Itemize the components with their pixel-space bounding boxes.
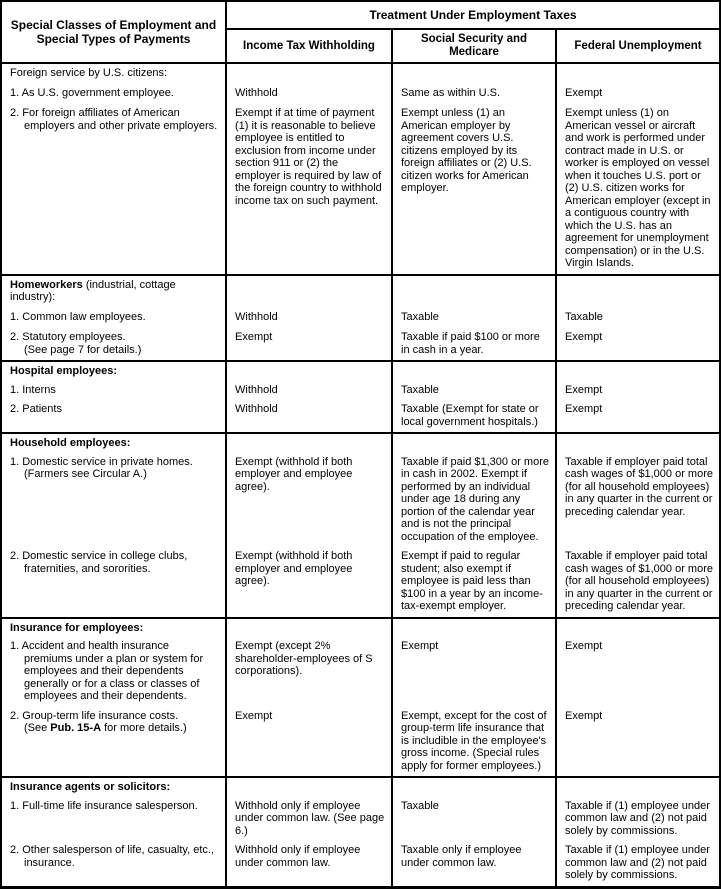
cell-income-tax-withholding: Withhold	[225, 399, 391, 432]
cell-income-tax-withholding: Exempt (withhold if both employer and employee agree).	[225, 453, 391, 547]
cell-category: 1. Accident and health insurance premiums under a plan or system for employees and their dependents generally or for a class or classes of employees and their dependents.	[10, 640, 204, 702]
spacer-cell	[391, 64, 555, 83]
cell-category: 2. For foreign affiliates of American employers and other private employers.	[10, 107, 218, 132]
cell-federal-unemployment: Exempt	[555, 706, 719, 777]
cell-category: 2. Group-term life insurance costs. (See Pub. 15-A for more details.)	[10, 709, 187, 734]
section-hospital-employees	[2, 360, 719, 432]
cell-social-security-medicare: Taxable only if employee under common law.	[391, 840, 555, 886]
cell-income-tax-withholding: Withhold	[225, 307, 391, 328]
section-heading: Household employees:	[10, 437, 131, 449]
header-special-classes: Special Classes of Employment and Special Types of Payments	[10, 18, 217, 46]
spacer-cell	[391, 434, 555, 453]
header-income-tax-withholding: Income Tax Withholding	[225, 30, 391, 62]
cell-income-tax-withholding: Exempt (withhold if both employer and employee agree).	[225, 546, 391, 617]
cell-social-security-medicare: Taxable if paid $100 or more in cash in a year.	[391, 327, 555, 360]
cell-social-security-medicare: Exempt	[391, 637, 555, 706]
cell-income-tax-withholding: Exempt	[225, 706, 391, 777]
section-insurance-for-employees	[2, 617, 719, 777]
table-header	[2, 2, 719, 62]
spacer-cell	[391, 362, 555, 381]
cell-category: 2. Patients	[10, 403, 62, 415]
cell-social-security-medicare: Taxable	[391, 307, 555, 328]
cell-federal-unemployment: Exempt	[555, 83, 719, 104]
section-heading: Hospital employees:	[10, 365, 117, 377]
cell-social-security-medicare: Taxable if paid $1,300 or more in cash in 2002. Exempt if performed by an individual under age 18 during any portion of the calendar year and is not the principal occupation of the employee.	[391, 453, 555, 547]
cell-federal-unemployment: Exempt	[555, 381, 719, 400]
cell-federal-unemployment: Exempt	[555, 637, 719, 706]
cell-social-security-medicare: Exempt if paid to regular student; also exempt if employee is paid less than $100 in a year by an income-tax-exempt employer.	[391, 546, 555, 617]
spacer-cell	[555, 778, 719, 797]
spacer-cell	[225, 619, 391, 638]
spacer-cell	[391, 778, 555, 797]
cell-social-security-medicare: Taxable (Exempt for state or local government hospitals.)	[391, 399, 555, 432]
cell-social-security-medicare: Taxable	[391, 381, 555, 400]
section-heading: Insurance agents or solicitors:	[10, 781, 171, 793]
cell-federal-unemployment: Exempt unless (1) on American vessel or aircraft and work is performed under contract made in U.S. or worker is employed on vessel when it touches U.S. port or (2) U.S. citizen works for American employer (except in a contiguous country with which the U.S. has an agreement for unemployment compensation) or in the U.S. Virgin Islands.	[555, 103, 719, 274]
header-social-security-medicare: Social Security and Medicare	[391, 30, 555, 62]
spacer-cell	[225, 276, 391, 307]
cell-federal-unemployment: Taxable if (1) employee under common law and (2) not paid solely by commissions.	[555, 797, 719, 841]
cell-social-security-medicare: Exempt unless (1) an American employer by agreement covers U.S. citizens employed by its foreign affiliates or (2) U.S. citizen works for American employer.	[391, 103, 555, 274]
cell-category: 1. Full-time life insurance salesperson.	[10, 799, 198, 812]
cell-category: 1. Interns	[10, 383, 56, 396]
cell-category: 1. As U.S. government employee.	[10, 86, 174, 99]
cell-federal-unemployment: Taxable if employer paid total cash wages of $1,000 or more (for all household employees) in any quarter in the current or preceding calendar year.	[555, 546, 719, 617]
cell-social-security-medicare: Exempt, except for the cost of group-term life insurance that is includible in the employee's gross income. (Special rules apply for former employees.)	[391, 706, 555, 777]
cell-income-tax-withholding: Exempt	[225, 327, 391, 360]
cell-income-tax-withholding: Exempt (except 2% shareholder-employees of S corporations).	[225, 637, 391, 706]
cell-income-tax-withholding: Withhold only if employee under common law.	[225, 840, 391, 886]
section-household-employees	[2, 432, 719, 617]
cell-category: 1. Common law employees.	[10, 310, 146, 323]
cell-federal-unemployment: Taxable	[555, 307, 719, 328]
spacer-cell	[555, 434, 719, 453]
section-foreign-service	[2, 62, 719, 274]
spacer-cell	[225, 362, 391, 381]
header-federal-unemployment: Federal Unemployment	[555, 30, 719, 62]
section-heading: Foreign service by U.S. citizens:	[10, 67, 168, 79]
spacer-cell	[555, 362, 719, 381]
section-homeworkers	[2, 274, 719, 361]
spacer-cell	[225, 778, 391, 797]
section-insurance-agents	[2, 776, 719, 886]
cell-social-security-medicare: Same as within U.S.	[391, 83, 555, 104]
cell-category: 2. Other salesperson of life, casualty, etc., insurance.	[10, 844, 215, 869]
cell-income-tax-withholding: Withhold	[225, 83, 391, 104]
cell-income-tax-withholding: Withhold	[225, 381, 391, 400]
spacer-cell	[225, 64, 391, 83]
section-heading: Homeworkers (industrial, cottage industry):	[10, 278, 176, 303]
spacer-cell	[555, 64, 719, 83]
cell-federal-unemployment: Taxable if employer paid total cash wages of $1,000 or more (for all household employees) in any quarter in the current or preceding calendar year.	[555, 453, 719, 547]
cell-income-tax-withholding: Exempt if at time of payment (1) it is reasonable to believe employee is entitled to exclusion from income under section 911 or (2) the employer is required by law of the foreign country to withhold income tax on such payment.	[225, 103, 391, 274]
cell-social-security-medicare: Taxable	[391, 797, 555, 841]
spacer-cell	[391, 619, 555, 638]
cell-federal-unemployment: Taxable if (1) employee under common law and (2) not paid solely by commissions.	[555, 840, 719, 886]
cell-category: 2. Domestic service in college clubs, fraternities, and sororities.	[10, 550, 188, 575]
section-heading: Insurance for employees:	[10, 621, 144, 634]
spacer-cell	[225, 434, 391, 453]
cell-category: 2. Statutory employees. (See page 7 for details.)	[10, 331, 142, 356]
cell-income-tax-withholding: Withhold only if employee under common law. (See page 6.)	[225, 797, 391, 841]
spacer-cell	[555, 276, 719, 307]
spacer-cell	[391, 276, 555, 307]
header-treatment-title: Treatment Under Employment Taxes	[225, 2, 719, 30]
cell-category: 1. Domestic service in private homes. (Farmers see Circular A.)	[10, 455, 193, 480]
cell-federal-unemployment: Exempt	[555, 327, 719, 360]
cell-federal-unemployment: Exempt	[555, 399, 719, 432]
spacer-cell	[555, 619, 719, 638]
